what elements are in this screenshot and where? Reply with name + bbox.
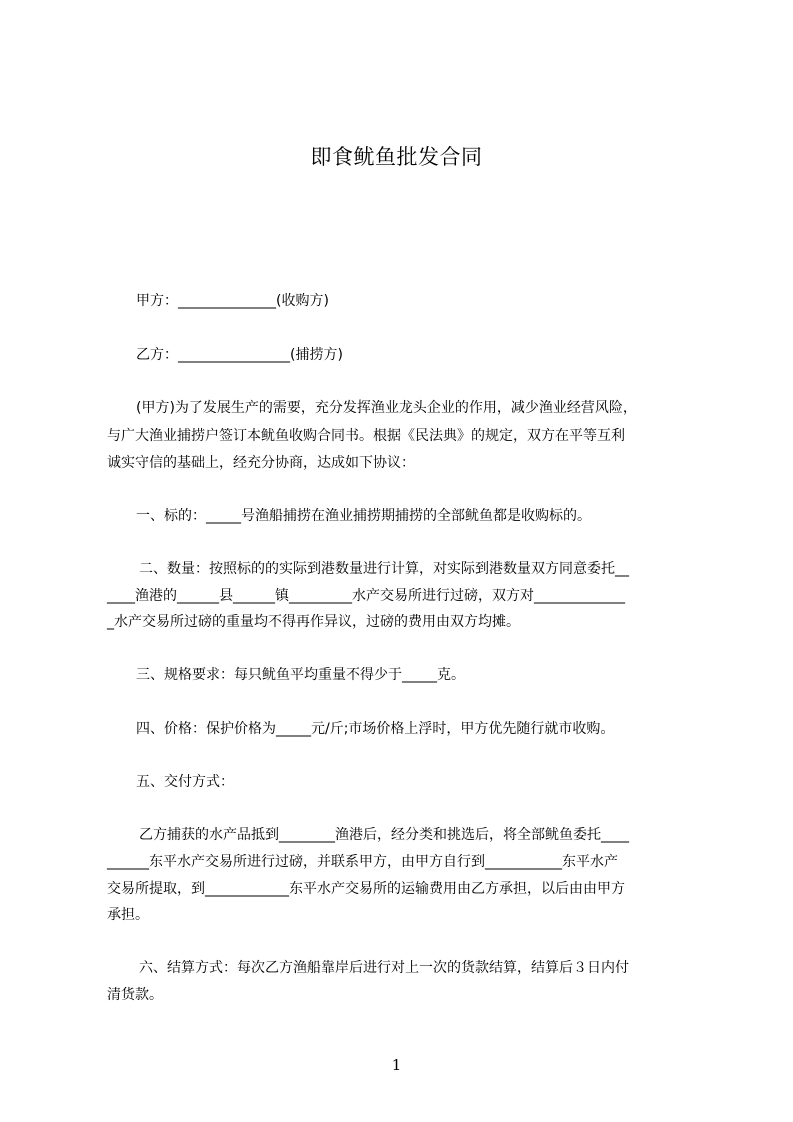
- preamble-line-3: 诚实守信的基础上，经充分协商，达成如下协议：: [107, 455, 415, 471]
- clause-2-line-1: 二、数量：按照标的的实际到港数量进行计算，对实际到港数量双方同意委托__: [139, 561, 629, 577]
- clause-3: 三、规格要求：每只鱿鱼平均重量不得少于_____克。: [136, 667, 465, 683]
- party-a-line: 甲方：______________(收购方): [136, 293, 329, 309]
- clause-4: 四、价格：保护价格为_____元/斤;市场价格上浮时，甲方优先随行就市收购。: [136, 721, 615, 737]
- clause-5-line-2: ______东平水产交易所进行过磅，并联系甲方，由甲方自行到___________东平水产: [107, 854, 618, 870]
- clause-2-line-3: _水产交易所过磅的重量均不得再作异议，过磅的费用由双方均摊。: [107, 614, 520, 630]
- preamble-line-2: 与广大渔业捕捞户签订本鱿鱼收购合同书。根据《民法典》的规定，双方在平等互利: [107, 428, 625, 444]
- party-b-line: 乙方：________________(捕捞方): [136, 347, 343, 363]
- preamble-line-1: (甲方)为了发展生产的需要，充分发挥渔业龙头企业的作用，减少渔业经营风险，: [136, 400, 637, 416]
- clause-5-line-3: 交易所提取，到____________东平水产交易所的运输费用由乙方承担，以后由由甲方: [107, 881, 625, 897]
- page-number: 1: [391, 1056, 402, 1074]
- clause-6-line-1: 六、结算方式：每次乙方渔船靠岸后进行对上一次的货款结算，结算后３日内付: [139, 960, 629, 976]
- clause-6-line-2: 清货款。: [107, 987, 163, 1003]
- page-title: 即食鱿鱼批发合同: [310, 145, 483, 169]
- clause-5-line-4: 承担。: [107, 907, 149, 923]
- clause-2-line-2: ____渔港的______县______镇_________水产交易所进行过磅，双方对_____________: [107, 588, 625, 604]
- clause-5-heading: 五、交付方式：: [136, 774, 234, 790]
- clause-1: 一、标的：_____号渔船捕捞在渔业捕捞期捕捞的全部鱿鱼都是收购标的。: [136, 508, 591, 524]
- clause-5-line-1: 乙方捕获的水产品抵到________渔港后，经分类和挑选后，将全部鱿鱼委托____: [139, 827, 629, 843]
